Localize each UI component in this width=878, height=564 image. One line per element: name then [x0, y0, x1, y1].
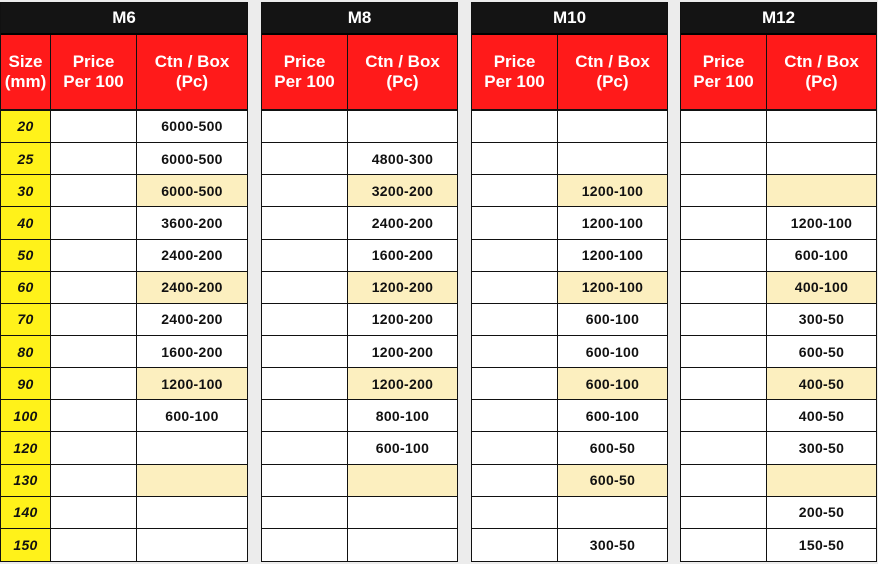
table-row — [262, 143, 457, 175]
table-row — [1, 240, 247, 272]
ctn-box-cell: 400-50 — [767, 368, 876, 400]
ctn-box-cell: 300-50 — [767, 432, 876, 464]
ctn-box-cell — [767, 111, 876, 143]
size-cell: 70 — [1, 304, 51, 336]
block-title: M6 — [1, 3, 247, 35]
header-ctn: Ctn / Box (Pc) — [348, 35, 457, 111]
price-cell — [262, 272, 348, 304]
price-cell — [681, 304, 767, 336]
size-cell: 130 — [1, 465, 51, 497]
ctn-box-cell: 1200-200 — [348, 272, 457, 304]
price-cell — [472, 529, 558, 561]
table-row — [1, 304, 247, 336]
ctn-box-cell: 600-100 — [348, 432, 457, 464]
ctn-box-cell: 1200-100 — [558, 240, 667, 272]
size-cell: 100 — [1, 400, 51, 432]
ctn-box-cell: 3200-200 — [348, 175, 457, 207]
ctn-box-cell: 600-50 — [767, 336, 876, 368]
price-cell — [262, 497, 348, 529]
ctn-box-cell — [558, 497, 667, 529]
ctn-box-cell: 600-100 — [558, 368, 667, 400]
price-cell — [681, 143, 767, 175]
ctn-box-cell: 2400-200 — [137, 240, 247, 272]
table-row — [1, 432, 247, 464]
price-cell — [681, 111, 767, 143]
price-cell — [262, 240, 348, 272]
size-cell: 40 — [1, 207, 51, 239]
ctn-box-cell — [348, 465, 457, 497]
price-cell — [51, 272, 137, 304]
table-row — [262, 304, 457, 336]
price-cell — [262, 336, 348, 368]
size-cell: 140 — [1, 497, 51, 529]
ctn-box-cell — [137, 465, 247, 497]
ctn-box-cell — [137, 432, 247, 464]
ctn-box-cell — [558, 111, 667, 143]
table-row — [681, 368, 876, 400]
table-row — [472, 432, 667, 464]
size-cell: 90 — [1, 368, 51, 400]
ctn-box-cell: 300-50 — [767, 304, 876, 336]
ctn-box-cell: 800-100 — [348, 400, 457, 432]
table-row — [472, 529, 667, 561]
header-row — [1, 35, 247, 111]
table-row — [1, 465, 247, 497]
table-block-m8 — [261, 2, 458, 562]
size-cell: 30 — [1, 175, 51, 207]
ctn-box-cell: 1200-100 — [767, 207, 876, 239]
ctn-box-cell: 4800-300 — [348, 143, 457, 175]
table-row — [681, 143, 876, 175]
ctn-box-cell — [767, 143, 876, 175]
price-cell — [51, 111, 137, 143]
price-cell — [262, 529, 348, 561]
price-cell — [262, 368, 348, 400]
table-row — [681, 207, 876, 239]
price-cell — [262, 465, 348, 497]
ctn-box-cell: 600-50 — [558, 432, 667, 464]
price-cell — [51, 304, 137, 336]
table-row — [262, 497, 457, 529]
price-cell — [51, 497, 137, 529]
price-cell — [472, 240, 558, 272]
ctn-box-cell: 1600-200 — [137, 336, 247, 368]
header-price: Price Per 100 — [51, 35, 137, 111]
price-cell — [262, 400, 348, 432]
price-cell — [51, 175, 137, 207]
table-row — [681, 111, 876, 143]
ctn-box-cell: 1200-200 — [348, 368, 457, 400]
price-cell — [681, 497, 767, 529]
ctn-box-cell: 600-100 — [767, 240, 876, 272]
table-row — [681, 175, 876, 207]
ctn-box-cell — [348, 497, 457, 529]
price-cell — [681, 529, 767, 561]
price-cell — [681, 240, 767, 272]
ctn-box-cell: 2400-200 — [137, 272, 247, 304]
table-row — [1, 497, 247, 529]
header-price: Price Per 100 — [681, 35, 767, 111]
table-row — [681, 432, 876, 464]
header-row — [681, 35, 876, 111]
table-row — [262, 432, 457, 464]
table-row — [262, 240, 457, 272]
price-cell — [472, 432, 558, 464]
table-row — [681, 240, 876, 272]
ctn-box-cell: 400-50 — [767, 400, 876, 432]
size-cell: 150 — [1, 529, 51, 561]
size-cell: 25 — [1, 143, 51, 175]
price-cell — [681, 400, 767, 432]
ctn-box-cell: 6000-500 — [137, 111, 247, 143]
price-cell — [681, 336, 767, 368]
price-cell — [681, 432, 767, 464]
ctn-box-cell: 1200-100 — [558, 175, 667, 207]
table-row — [1, 175, 247, 207]
table-row — [262, 400, 457, 432]
price-cell — [51, 240, 137, 272]
header-ctn: Ctn / Box (Pc) — [558, 35, 667, 111]
table-row — [472, 336, 667, 368]
ctn-box-cell: 600-100 — [558, 336, 667, 368]
table-row — [1, 272, 247, 304]
price-cell — [262, 111, 348, 143]
table-row — [681, 497, 876, 529]
ctn-box-cell — [767, 175, 876, 207]
table-row — [472, 272, 667, 304]
price-cell — [262, 432, 348, 464]
table-row — [472, 240, 667, 272]
price-cell — [681, 368, 767, 400]
ctn-box-cell: 150-50 — [798, 537, 845, 553]
ctn-box-cell: 1200-100 — [137, 368, 247, 400]
header-price: Price Per 100 — [262, 35, 348, 111]
ctn-box-cell: 2400-200 — [137, 304, 247, 336]
ctn-box-cell — [137, 529, 247, 561]
table-block-m12 — [680, 2, 877, 562]
block-title: M8 — [262, 3, 457, 35]
table-row — [681, 272, 876, 304]
table-row — [681, 465, 876, 497]
header-row — [472, 35, 667, 111]
ctn-box-cell: 1200-100 — [558, 207, 667, 239]
block-title: M10 — [472, 3, 667, 35]
size-cell: 120 — [1, 432, 51, 464]
price-cell — [51, 400, 137, 432]
table-row — [681, 336, 876, 368]
ctn-box-cell: 1600-200 — [348, 240, 457, 272]
price-cell — [472, 336, 558, 368]
price-cell — [472, 304, 558, 336]
table-row — [472, 111, 667, 143]
table-row — [262, 529, 457, 561]
ctn-box-cell: 1200-200 — [348, 336, 457, 368]
table-row — [472, 175, 667, 207]
header-price: Price Per 100 — [472, 35, 558, 111]
table-row — [1, 529, 247, 561]
table-row — [472, 368, 667, 400]
table-row — [472, 497, 667, 529]
ctn-box-cell: 600-100 — [558, 304, 667, 336]
price-cell — [262, 175, 348, 207]
table-row — [472, 304, 667, 336]
table-row — [1, 143, 247, 175]
price-cell — [472, 400, 558, 432]
ctn-box-cell: 600-100 — [137, 400, 247, 432]
header-ctn: Ctn / Box (Pc) — [767, 35, 876, 111]
ctn-box-cell: 200-50 — [767, 497, 876, 529]
ctn-box-cell: 3600-200 — [137, 207, 247, 239]
ctn-box-cell: 400-100 — [767, 272, 876, 304]
table-row — [681, 529, 876, 561]
table-row — [262, 175, 457, 207]
price-cell — [472, 497, 558, 529]
table-row — [1, 111, 247, 143]
ctn-box-cell — [137, 497, 247, 529]
price-cell — [681, 272, 767, 304]
ctn-box-cell: 6000-500 — [137, 143, 247, 175]
block-title: M12 — [681, 3, 876, 35]
ctn-box-cell — [348, 529, 457, 561]
table-row — [262, 368, 457, 400]
size-cell: 60 — [1, 272, 51, 304]
table-row — [262, 336, 457, 368]
ctn-box-cell — [767, 465, 876, 497]
price-cell — [51, 207, 137, 239]
ctn-box-cell: 2400-200 — [348, 207, 457, 239]
ctn-box-cell — [348, 111, 457, 143]
price-cell — [262, 304, 348, 336]
price-cell — [51, 336, 137, 368]
table-row — [472, 465, 667, 497]
size-cell: 50 — [1, 240, 51, 272]
table-row — [472, 400, 667, 432]
ctn-box-cell: 600-100 — [558, 400, 667, 432]
price-cell — [472, 143, 558, 175]
ctn-box-cell: 600-50 — [558, 465, 667, 497]
table-row — [262, 272, 457, 304]
table-row — [1, 400, 247, 432]
price-cell — [262, 207, 348, 239]
price-cell — [472, 368, 558, 400]
price-cell — [472, 175, 558, 207]
price-cell — [472, 465, 558, 497]
table-block-m6 — [0, 2, 248, 562]
price-cell — [51, 465, 137, 497]
price-cell — [51, 529, 137, 561]
header-ctn: Ctn / Box (Pc) — [137, 35, 247, 111]
price-cell — [51, 143, 137, 175]
price-cell — [681, 465, 767, 497]
table-row — [472, 143, 667, 175]
table-row — [262, 207, 457, 239]
table-row — [681, 304, 876, 336]
price-cell — [472, 111, 558, 143]
table-row — [1, 336, 247, 368]
price-cell — [681, 175, 767, 207]
price-cell — [472, 272, 558, 304]
header-row — [262, 35, 457, 111]
table-block-m10 — [471, 2, 668, 562]
size-cell: 20 — [1, 111, 51, 143]
ctn-box-cell — [558, 143, 667, 175]
size-cell: 80 — [1, 336, 51, 368]
price-cell — [472, 207, 558, 239]
price-cell — [51, 368, 137, 400]
table-row — [262, 111, 457, 143]
table-row — [1, 207, 247, 239]
header-size: Size (mm) — [1, 35, 51, 111]
ctn-box-cell: 1200-100 — [558, 272, 667, 304]
table-row — [262, 465, 457, 497]
ctn-box-cell: 300-50 — [589, 537, 636, 553]
price-cell — [51, 432, 137, 464]
table-row — [472, 207, 667, 239]
ctn-box-cell: 6000-500 — [137, 175, 247, 207]
table-row — [681, 400, 876, 432]
table-row — [1, 368, 247, 400]
ctn-box-cell: 1200-200 — [348, 304, 457, 336]
price-cell — [681, 207, 767, 239]
price-cell — [262, 143, 348, 175]
